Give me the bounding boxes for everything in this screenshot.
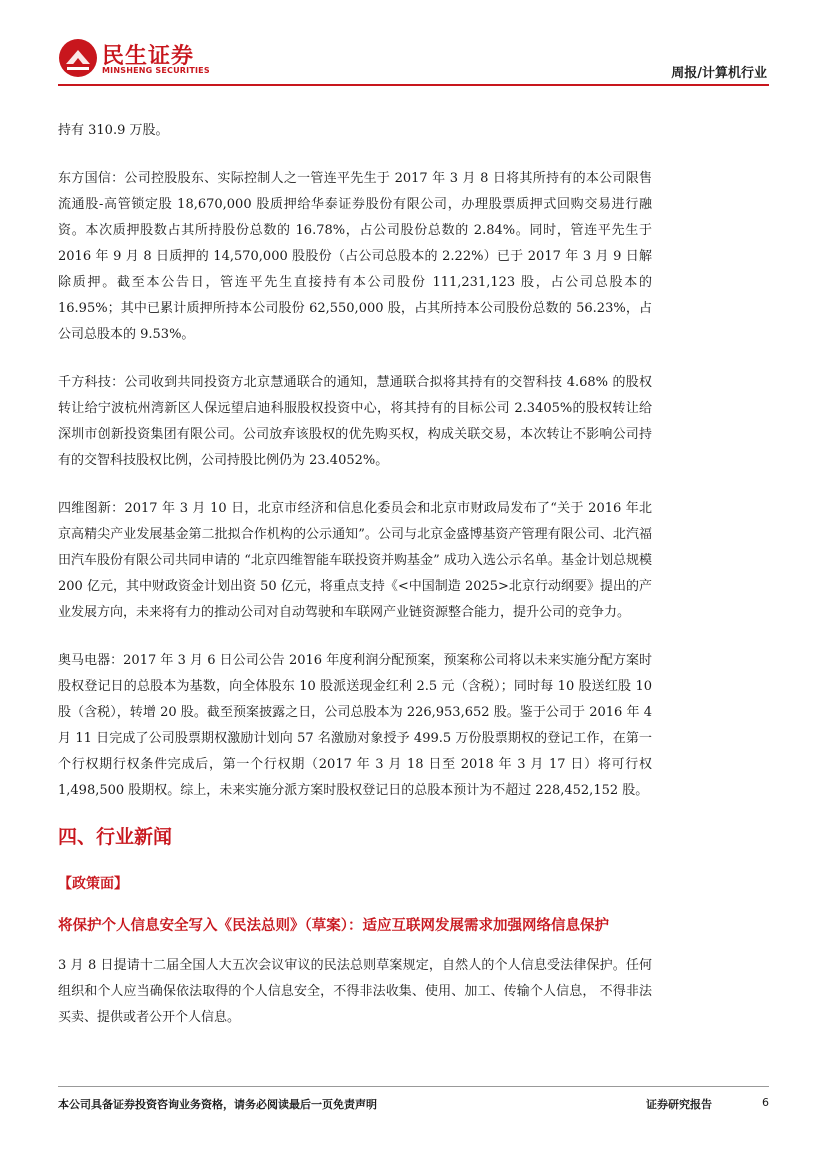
page-number: 6 (762, 1096, 769, 1109)
logo-chinese-name: 民生证券 (102, 44, 195, 69)
company-logo (58, 38, 208, 82)
paragraph-continuation: 持有 310.9 万股。 (58, 123, 169, 138)
header-divider (58, 84, 769, 86)
section-heading-industry-news: 四、行业新闻 (58, 826, 173, 848)
policy-tag: 【政策面】 (58, 876, 128, 892)
paragraph-dongfang-guoxin: 东方国信：公司控股股东、实际控制人之一管连平先生于 2017 年 3 月 8 日将其所持有的本公司限售流通股-高管锁定股 18,670,000 股质押给华泰证券股份有限公司，办理股票质押式回购交易进行融资。本次质押股数占其所持股份总数的 16.78%，占公司股份总数的 2.84%。同时，管连平先生于 2016 年 9 月 8 日质押的 14,570,000 股股份（占公司总股本的 2.22%）已于 2017 年 3 月 9 日解除质押。截至本公告日，管连平先生直接持有本公司股份 111,231,123 股，占公司总股本的 16.95%；其中已累计质押所持本公司股份 62,550,000 股，占其所持本公司股份总数的 56.23%，占公司总股本的 9.53%。 (58, 171, 653, 342)
document-body (58, 118, 652, 1031)
news-headline: 将保护个人信息安全写入《民法总则》（草案）：适应互联网发展需求加强网络信息保护 (58, 918, 609, 934)
minsheng-logo-icon (58, 38, 98, 78)
logo-english-name: MINSHENG SECURITIES (102, 66, 210, 75)
paragraph-qianfang-keji: 千方科技：公司收到共同投资方北京慧通联合的通知，慧通联合拟将其持有的交智科技 4.68% 的股权转让给宁波杭州湾新区人保远望启迪科服股权投资中心，将其持有的目标公司 2.3405%的股权转让给深圳市创新投资集团有限公司。公司放弃该股权的优先购买权，构成关联交易，本次转让不影响公司持有的交智科技股权比例，公司持股比例仍为 23.4052%。 (58, 375, 652, 468)
footer-divider (58, 1086, 769, 1087)
report-section-label: 周报/计算机行业 (671, 66, 767, 81)
page-header (0, 0, 827, 90)
paragraph-siwei-tuxin: 四维图新：2017 年 3 月 10 日，北京市经济和信息化委员会和北京市财政局发布了“关于 2016 年北京高精尖产业发展基金第二批拟合作机构的公示通知”。公司与北京金盛博基资产管理有限公司、北汽福田汽车股份有限公司共同申请的 “北京四维智能车联投资并购基金” 成功入选公示名单。基金计划总规模 200 亿元，其中财政资金计划出资 50 亿元，将重点支持《<中国制造 2025>北京行动纲要》提出的产业发展方向，未来将有力的推动公司对自动驾驶和车联网产业链资源整合能力，提升公司的竞争力。 (58, 501, 652, 620)
footer-report-type: 证券研究报告 (646, 1098, 712, 1111)
footer-disclaimer: 本公司具备证券投资咨询业务资格，请务必阅读最后一页免责声明 (58, 1098, 377, 1111)
news-body: 3 月 8 日提请十二届全国人大五次会议审议的民法总则草案规定，自然人的个人信息受法律保护。任何组织和个人应当确保依法取得的个人信息安全，不得非法收集、使用、加工、传输个人信息， 不得非法买卖、提供或者公开个人信息。 (58, 958, 652, 1025)
paragraph-aoma-dianqi: 奥马电器：2017 年 3 月 6 日公司公告 2016 年度利润分配预案，预案称公司将以未来实施分配方案时股权登记日的总股本为基数，向全体股东 10 股派送现金红利 2.5 元（含税）；同时每 10 股送红股 10 股（含税），转增 20 股。截至预案披露之日，公司总股本为 226,953,652 股。鉴于公司于 2016 年 4 月 11 日完成了公司股票期权激励计划向 57 名激励对象授予 499.5 万份股票期权的登记工作，在第一个行权期行权条件完成后，第一个行权期（2017 年 3 月 18 日至 2018 年 3 月 17 日）将可行权 1,498,500 股期权。综上，未来实施分派方案时股权登记日的总股本预计为不超过 228,452,152 股。 (58, 653, 652, 798)
